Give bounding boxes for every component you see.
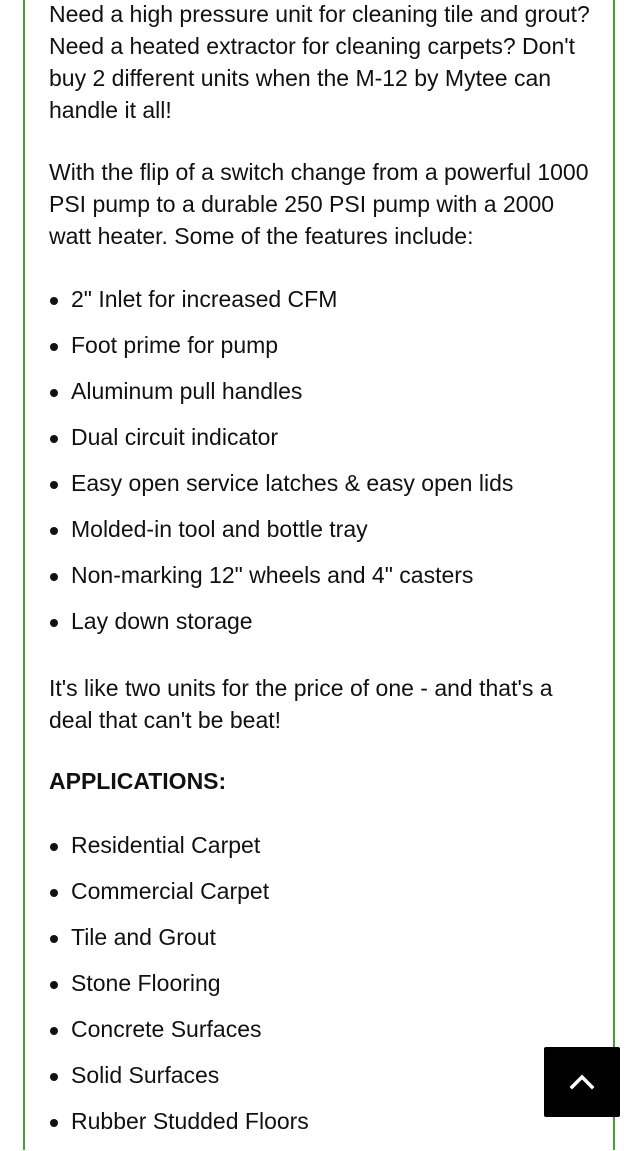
applications-list (49, 829, 595, 1151)
bullet-icon (50, 343, 58, 351)
list-item: Concrete Surfaces (49, 1013, 595, 1059)
bullet-icon (50, 843, 58, 851)
bullet-icon (50, 935, 58, 943)
list-item: Molded-in tool and bottle tray (49, 513, 595, 559)
chevron-up-icon (567, 1067, 597, 1097)
list-item: Residential Carpet (49, 829, 595, 875)
bullet-icon (50, 481, 58, 489)
bullet-icon (50, 1073, 58, 1081)
bullet-icon (50, 573, 58, 581)
list-item: Aluminum pull handles (49, 375, 595, 421)
list-item: Commercial Carpet (49, 875, 595, 921)
list-item: Lay down storage (49, 605, 595, 651)
bullet-icon (50, 1027, 58, 1035)
bullet-icon (50, 981, 58, 989)
features-intro-paragraph: With the flip of a switch change from a powerful 1000 PSI pump to a durable 250 PSI pump with a 2000 watt heater. Some of the features include: (49, 159, 589, 249)
list-item: Dual circuit indicator (49, 421, 595, 467)
product-description-panel (23, 0, 615, 1150)
list-item: Rubber Studded Floors (49, 1105, 595, 1151)
list-item: Non-marking 12" wheels and 4" casters (49, 559, 595, 605)
scroll-to-top-button[interactable] (544, 1047, 620, 1117)
applications-heading: APPLICATIONS: (49, 768, 227, 794)
list-item: Foot prime for pump (49, 329, 595, 375)
list-item: Stone Flooring (49, 967, 595, 1013)
list-item: Tile and Grout (49, 921, 595, 967)
list-item: Easy open service latches & easy open lids (49, 467, 595, 513)
list-item: Solid Surfaces (49, 1059, 595, 1105)
features-list (49, 283, 595, 651)
bullet-icon (50, 389, 58, 397)
bullet-icon (50, 527, 58, 535)
intro-paragraph: Need a high pressure unit for cleaning tile and grout? Need a heated extractor for cleaning carpets? Don't buy 2 different units when the M-12 by Mytee can handle it all! (49, 1, 590, 123)
list-item: 2" Inlet for increased CFM (49, 283, 595, 329)
bullet-icon (50, 297, 58, 305)
bullet-icon (50, 435, 58, 443)
bullet-icon (50, 619, 58, 627)
bullet-icon (50, 1119, 58, 1127)
bullet-icon (50, 889, 58, 897)
deal-paragraph: It's like two units for the price of one - and that's a deal that can't be beat! (49, 675, 553, 733)
